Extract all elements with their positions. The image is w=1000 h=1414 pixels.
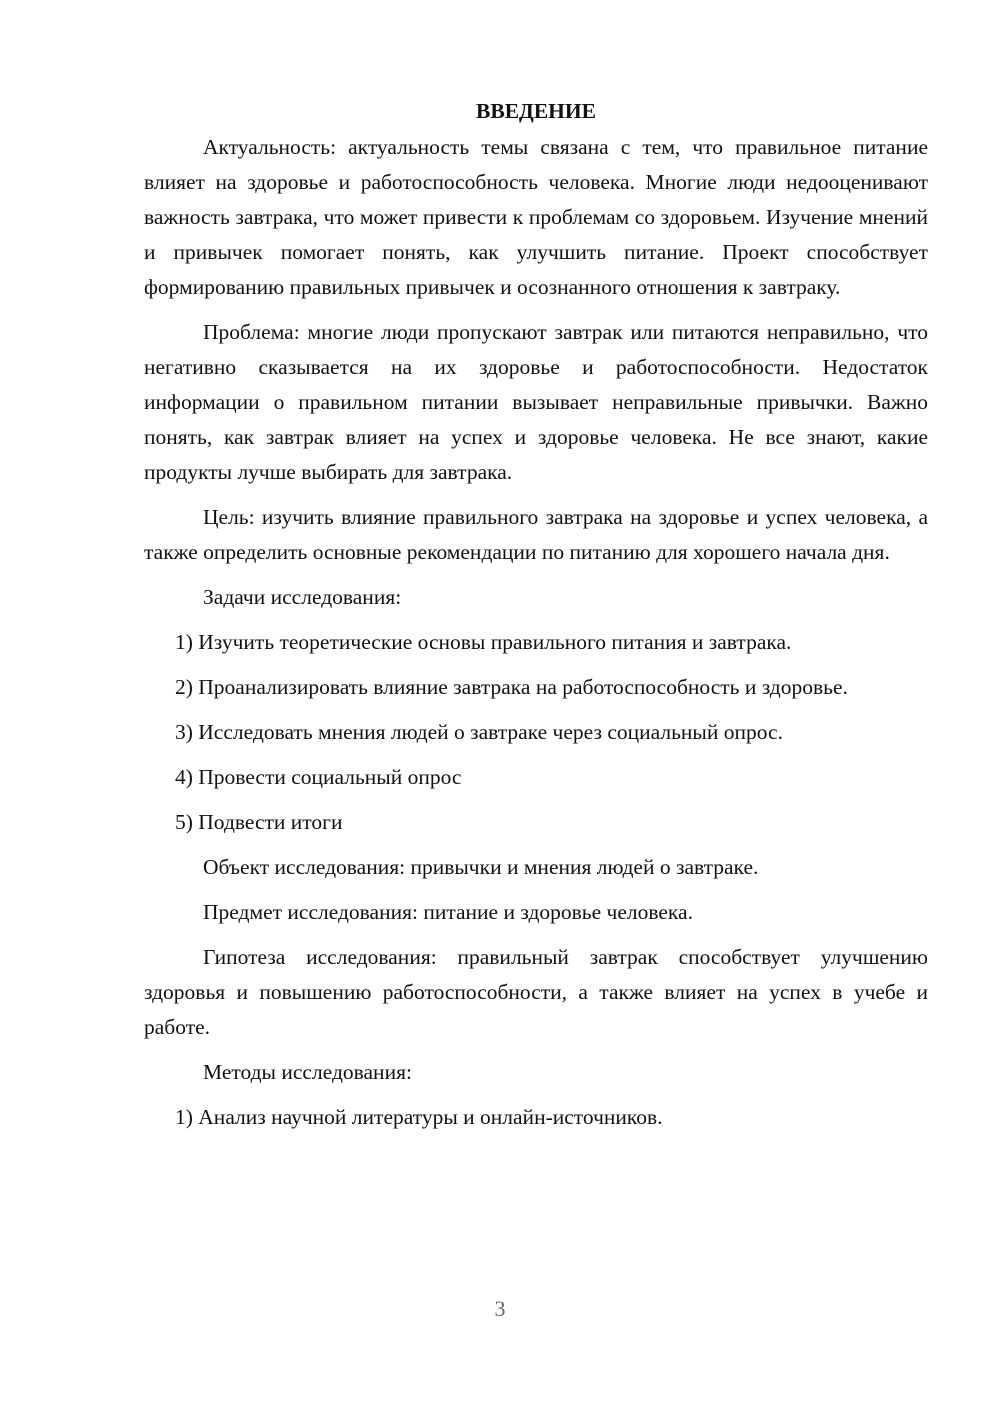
- task-item: 4) Провести социальный опрос: [175, 765, 462, 789]
- task-item: 2) Проанализировать влияние завтрака на работоспособность и здоровье.: [175, 675, 848, 699]
- goal-paragraph: Цель: изучить влияние правильного завтрака на здоровье и успех человека, а также определить основные рекомендации по питанию для хорошего начала дня.: [144, 505, 928, 564]
- object-paragraph: Объект исследования: привычки и мнения людей о завтраке.: [203, 855, 759, 879]
- task-item: 5) Подвести итоги: [175, 810, 343, 834]
- section-title: ВВЕДЕНИЕ: [476, 99, 596, 123]
- relevance-paragraph: Актуальность: актуальность темы связана с тем, что правильное питание влияет на здоровье и работоспособность человека. Многие люди недооценивают важность завтрака, что может привести к проблемам со здоровьем. Изучение мнений и привычек помогает понять, как улучшить питание. Проект способствует формированию правильных привычек и осознанного отношения к завтраку.: [144, 135, 928, 299]
- tasks-heading: Задачи исследования:: [203, 585, 402, 609]
- document-body: [144, 92, 928, 1145]
- task-item: 1) Изучить теоретические основы правильного питания и завтрака.: [175, 630, 792, 654]
- problem-paragraph: Проблема: многие люди пропускают завтрак или питаются неправильно, что негативно сказывается на их здоровье и работоспособности. Недостаток информации о правильном питании вызывает неправильные привычки. Важно понять, как завтрак влияет на успех и здоровье человека. Не все знают, какие продукты лучше выбирать для завтрака.: [144, 320, 928, 484]
- method-item: 1) Анализ научной литературы и онлайн-источников.: [175, 1105, 663, 1129]
- subject-paragraph: Предмет исследования: питание и здоровье человека.: [203, 900, 693, 924]
- page-number: 3: [494, 1296, 506, 1321]
- hypothesis-paragraph: Гипотеза исследования: правильный завтрак способствует улучшению здоровья и повышению работоспособности, а также влияет на успех в учебе и работе.: [144, 945, 928, 1039]
- methods-heading: Методы исследования:: [203, 1060, 412, 1084]
- task-item: 3) Исследовать мнения людей о завтраке через социальный опрос.: [175, 720, 783, 744]
